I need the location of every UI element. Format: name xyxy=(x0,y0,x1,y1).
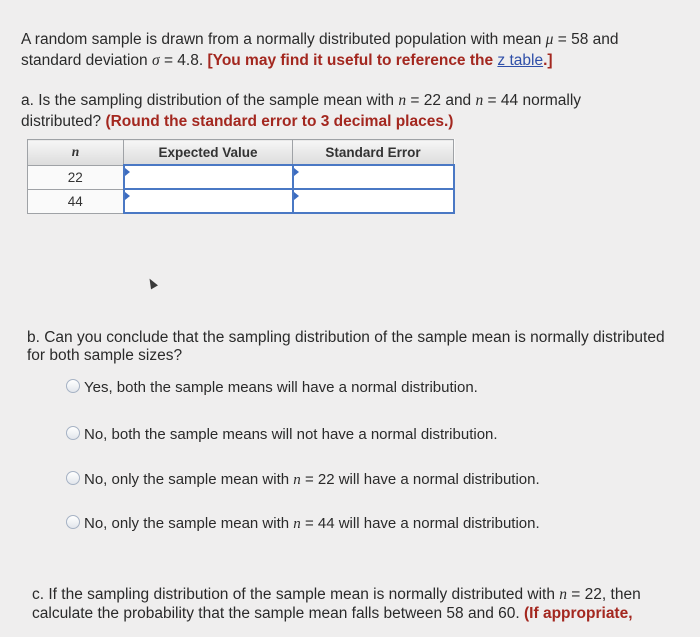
standard-error-input-44[interactable] xyxy=(293,189,454,213)
part-c-line-2 xyxy=(32,604,633,623)
n-symbol: n xyxy=(475,92,484,109)
input-marker-icon xyxy=(294,168,299,176)
instruction-text: [You may find it useful to reference the xyxy=(207,52,498,69)
row-n: 44 xyxy=(28,189,124,213)
part-b-line-1: b. Can you conclude that the sampling distribution of the sample mean is normally distributed xyxy=(27,329,665,346)
header-standard-error: Standard Error xyxy=(293,140,454,166)
rounding-instruction: (Round the standard error to 3 decimal places.) xyxy=(105,113,454,130)
part-c-text: = 22, then xyxy=(567,586,641,603)
part-a-line-2 xyxy=(21,112,453,131)
standard-error-input-22[interactable] xyxy=(293,165,454,189)
header-n: n xyxy=(28,140,124,166)
n-symbol: n xyxy=(559,586,567,603)
option-only-22[interactable] xyxy=(66,471,540,489)
intro-text: A random sample is drawn from a normally distributed population with mean xyxy=(21,31,546,48)
radio-icon[interactable] xyxy=(66,471,80,485)
appropriate-instruction: (If appropriate, xyxy=(524,605,633,622)
mouse-cursor-icon xyxy=(146,277,158,290)
part-b-line-2: for both sample sizes? xyxy=(27,347,183,364)
mu-symbol: μ xyxy=(545,31,554,48)
option-yes-both[interactable] xyxy=(66,379,478,396)
option-only-44[interactable] xyxy=(66,515,540,533)
intro-line-1 xyxy=(21,30,619,49)
part-c-text: calculate the probability that the sample mean falls between 58 and 60. xyxy=(32,605,525,622)
expected-value-input-44[interactable] xyxy=(124,189,293,213)
radio-icon[interactable] xyxy=(66,426,80,440)
radio-icon[interactable] xyxy=(66,379,80,393)
option-label: = 44 will have a normal distribution. xyxy=(300,515,540,532)
input-marker-icon xyxy=(125,192,130,200)
input-marker-icon xyxy=(294,192,299,200)
option-label: No, both the sample means will not have a normal distribution. xyxy=(84,426,498,443)
sigma-symbol: σ xyxy=(151,52,160,69)
n-symbol: n xyxy=(293,516,301,532)
part-a-text: = 44 normally xyxy=(483,92,582,109)
intro-line-2 xyxy=(21,51,553,70)
table-row xyxy=(28,189,454,213)
instruction-text: .] xyxy=(543,52,553,69)
part-a-text: = 22 and xyxy=(406,92,476,109)
intro-text: = 4.8. xyxy=(159,52,208,69)
table-row xyxy=(28,165,454,189)
part-a-text: a. Is the sampling distribution of the sample mean with xyxy=(21,92,399,109)
part-a-line-1 xyxy=(21,91,581,110)
header-expected-value: Expected Value xyxy=(124,140,293,166)
answer-table xyxy=(27,139,455,214)
part-c-text: c. If the sampling distribution of the sample mean is normally distributed with xyxy=(32,586,560,603)
radio-icon[interactable] xyxy=(66,515,80,529)
option-label: No, only the sample mean with xyxy=(84,515,294,532)
option-label: No, only the sample mean with xyxy=(84,471,294,488)
intro-text: = 58 and xyxy=(553,31,619,48)
n-symbol: n xyxy=(293,472,301,488)
part-c-line-1 xyxy=(32,585,641,604)
expected-value-input-22[interactable] xyxy=(124,165,293,189)
row-n: 22 xyxy=(28,165,124,189)
option-label: = 22 will have a normal distribution. xyxy=(300,471,540,488)
n-symbol: n xyxy=(398,92,407,109)
part-a-text: distributed? xyxy=(21,113,106,130)
intro-text: standard deviation xyxy=(21,52,152,69)
option-label: Yes, both the sample means will have a normal distribution. xyxy=(84,379,478,396)
input-marker-icon xyxy=(125,168,130,176)
option-no-both[interactable] xyxy=(66,426,498,443)
table-header-row xyxy=(28,140,454,166)
z-table-link[interactable]: z table xyxy=(497,52,544,69)
